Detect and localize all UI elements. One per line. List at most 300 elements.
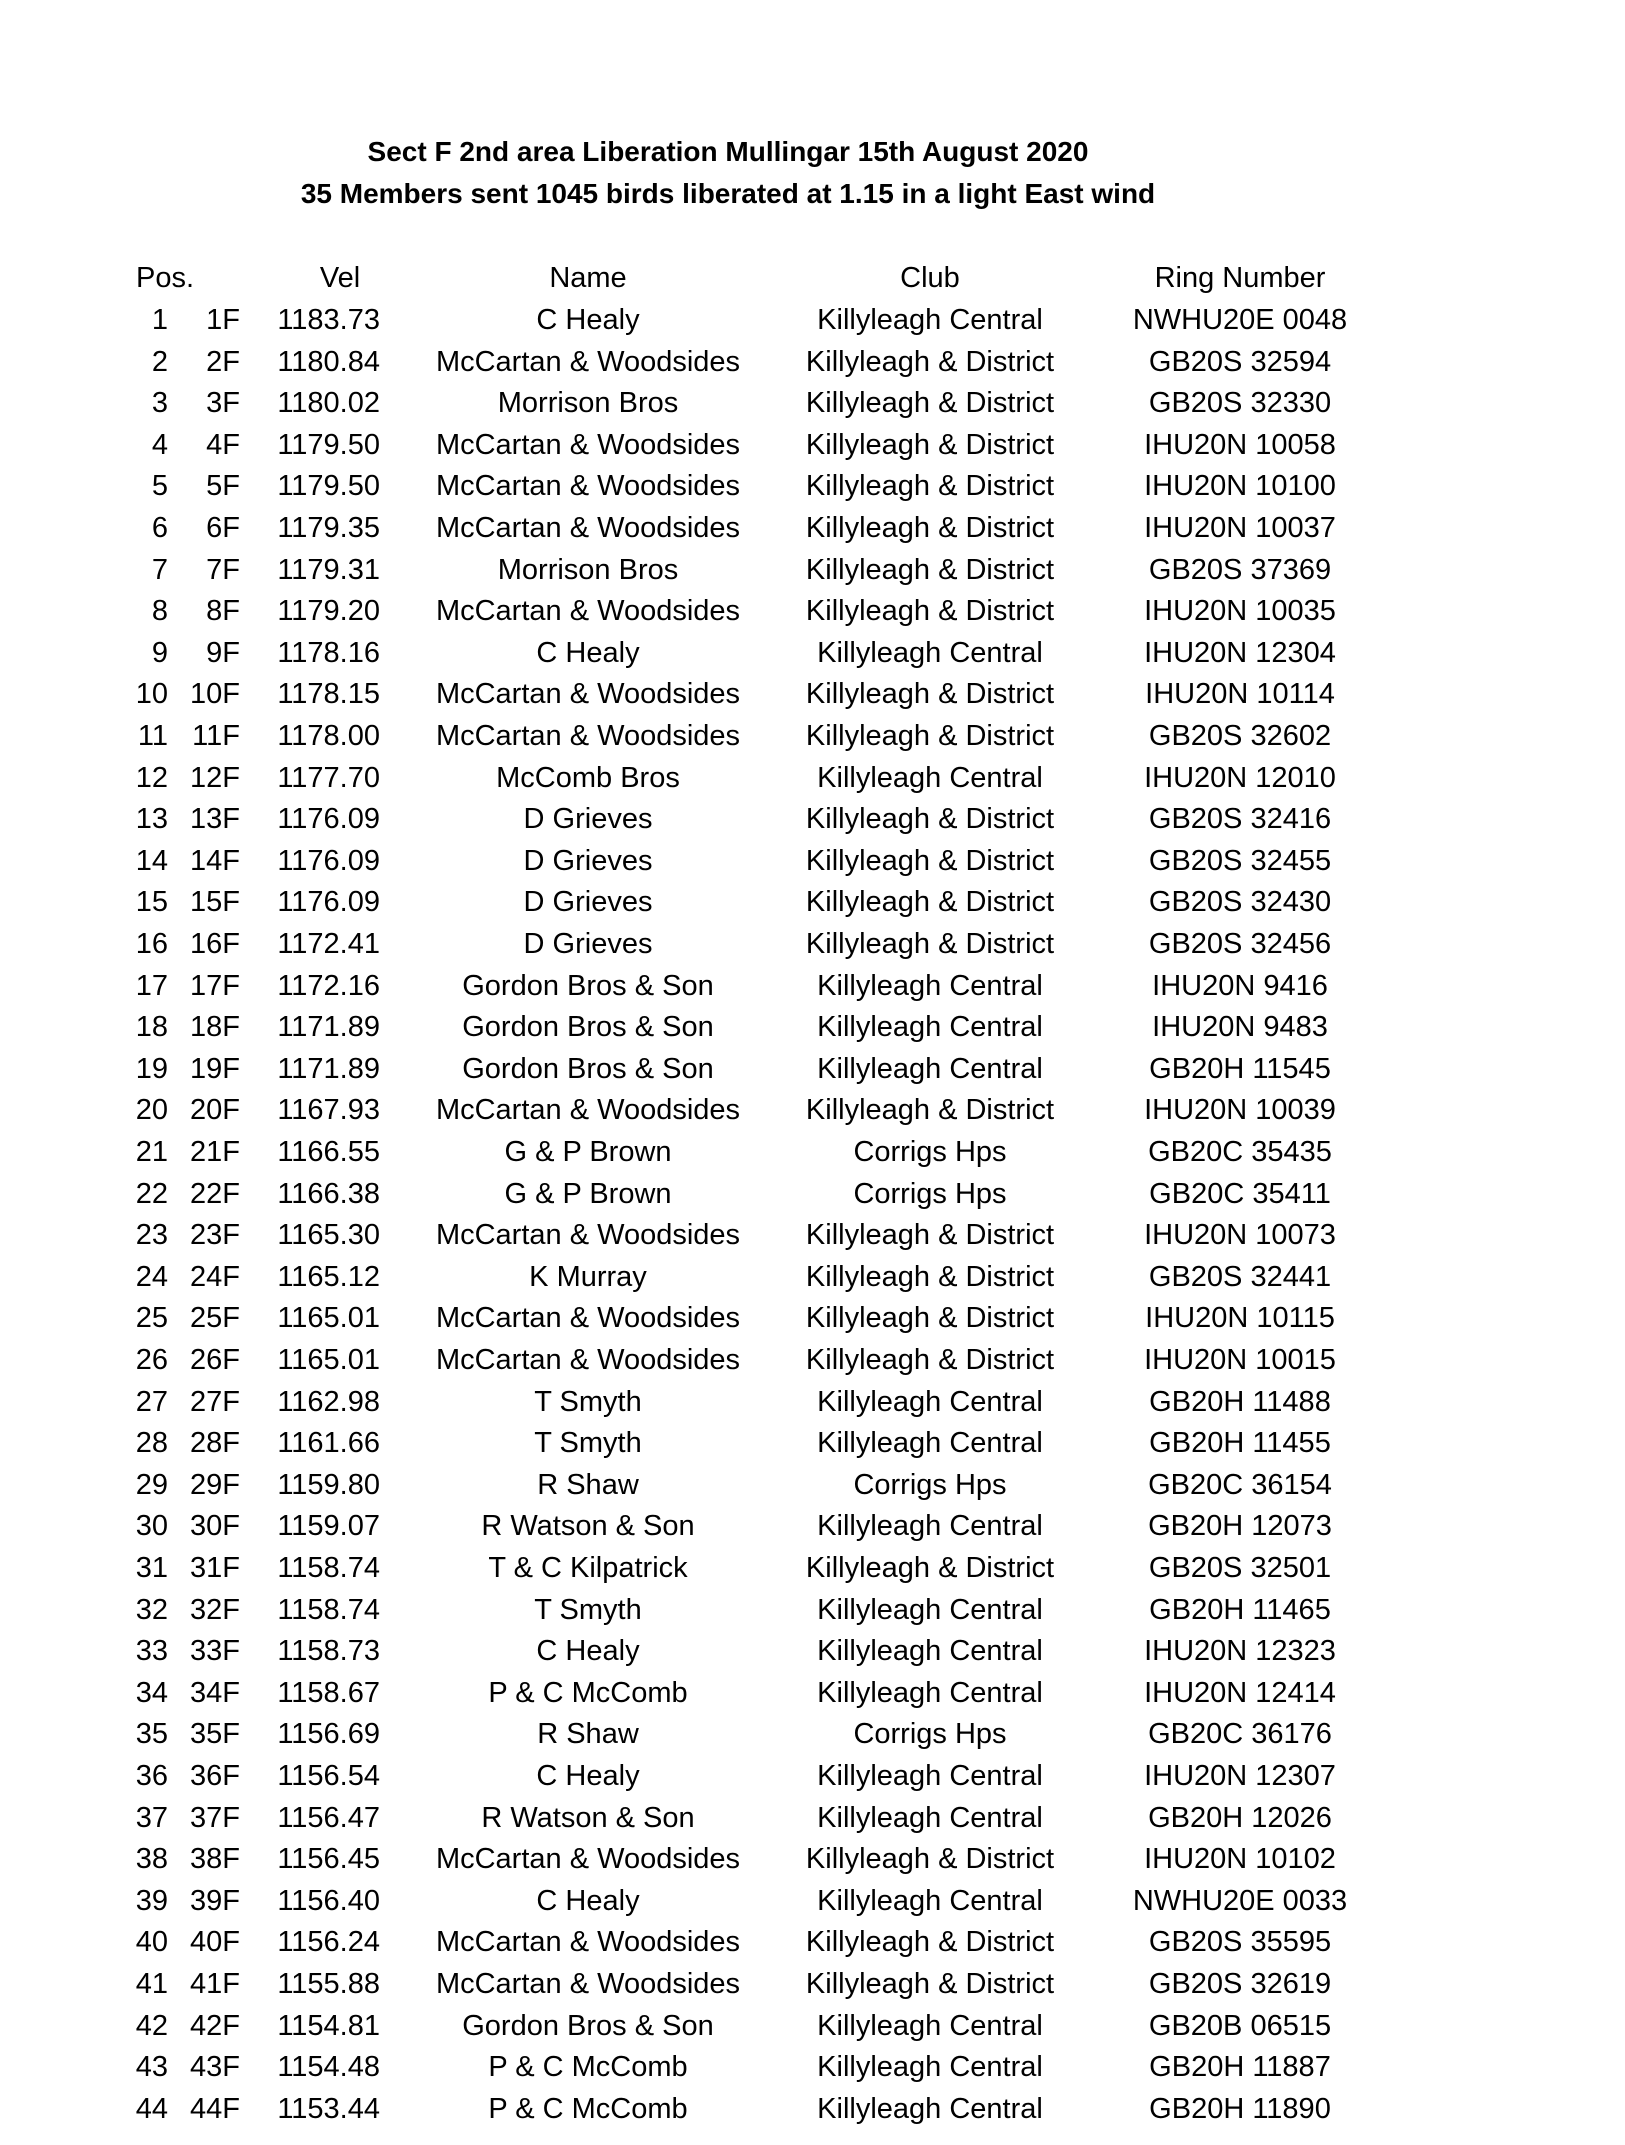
cell-ring-number: NWHU20E 0033 (1132, 1884, 1348, 1917)
cell-name: R Shaw (537, 1468, 639, 1501)
cell-name: McCartan & Woodsides (435, 1926, 741, 1959)
table-row (0, 882, 1625, 924)
cell-section-pos: 35F (190, 1718, 240, 1751)
cell-name: McCartan & Woodsides (435, 1344, 741, 1376)
cell-velocity: 1153.44 (277, 2092, 380, 2125)
cell-name: R Watson & Son (481, 1510, 695, 1543)
cell-velocity: 1166.38 (277, 1177, 380, 1210)
cell-velocity: 1179.20 (277, 595, 380, 628)
cell-club: Killyleagh & District (805, 844, 1055, 877)
cell-velocity: 1158.74 (277, 1593, 380, 1626)
cell-velocity: 1179.35 (277, 512, 380, 544)
table-row (0, 1714, 1625, 1756)
cell-section-pos: 8F (206, 595, 240, 628)
cell-section-pos: 14F (190, 844, 240, 877)
cell-club: Killyleagh & District (805, 428, 1055, 461)
cell-section-pos: 12F (190, 761, 240, 794)
table-row (0, 508, 1625, 550)
cell-section-pos: 7F (206, 553, 240, 586)
cell-ring-number: IHU20N 10035 (1144, 595, 1336, 628)
cell-club: Killyleagh & District (805, 595, 1055, 628)
cell-pos: 18 (135, 1011, 168, 1044)
cell-pos: 2 (151, 345, 168, 378)
table-row (0, 1756, 1625, 1798)
cell-name: R Shaw (537, 1718, 639, 1751)
cell-section-pos: 37F (190, 1801, 240, 1834)
cell-club: Killyleagh Central (817, 1635, 1043, 1668)
cell-ring-number: GB20C 35411 (1149, 1177, 1331, 1210)
table-row (0, 1839, 1625, 1881)
cell-ring-number: GB20C 36154 (1148, 1468, 1332, 1501)
cell-name: McComb Bros (496, 761, 680, 794)
cell-velocity: 1165.01 (277, 1344, 380, 1376)
cell-pos: 14 (135, 844, 168, 877)
cell-club: Killyleagh Central (817, 1427, 1043, 1460)
cell-name: McCartan & Woodsides (435, 345, 741, 378)
cell-section-pos: 32F (190, 1593, 240, 1626)
table-row (0, 550, 1625, 592)
table-row (0, 1465, 1625, 1507)
cell-pos: 21 (135, 1136, 168, 1168)
title-line-2: 35 Members sent 1045 birds liberated at 1.15 in a light East wind (300, 178, 1156, 209)
cell-name: P & C McComb (488, 2051, 688, 2084)
cell-club: Killyleagh & District (805, 1344, 1055, 1376)
cell-name: T Smyth (534, 1427, 642, 1460)
cell-name: McCartan & Woodsides (435, 1302, 741, 1335)
table-row (0, 591, 1625, 633)
cell-ring-number: GB20S 32602 (1148, 720, 1332, 752)
cell-club: Corrigs Hps (853, 1468, 1007, 1501)
table-row (0, 633, 1625, 675)
cell-ring-number: IHU20N 12304 (1144, 636, 1336, 669)
cell-ring-number: IHU20N 10039 (1144, 1094, 1336, 1127)
cell-section-pos: 9F (206, 636, 240, 669)
cell-pos: 22 (135, 1177, 168, 1210)
cell-velocity: 1155.88 (277, 1968, 380, 2000)
cell-ring-number: GB20H 11887 (1149, 2051, 1331, 2084)
cell-velocity: 1179.50 (277, 428, 380, 461)
table-row (0, 1964, 1625, 2006)
cell-club: Killyleagh & District (805, 1926, 1055, 1959)
cell-ring-number: GB20B 06515 (1148, 2009, 1332, 2042)
cell-name: Gordon Bros & Son (462, 1011, 714, 1044)
cell-ring-number: GB20S 32501 (1148, 1552, 1332, 1584)
cell-club: Killyleagh Central (817, 969, 1043, 1002)
table-row (0, 1673, 1625, 1715)
cell-club: Killyleagh & District (805, 678, 1055, 711)
table-row (0, 1215, 1625, 1257)
cell-section-pos: 41F (190, 1968, 240, 2000)
cell-section-pos: 25F (190, 1302, 240, 1335)
cell-pos: 9 (151, 636, 168, 669)
cell-section-pos: 11F (192, 720, 240, 752)
cell-pos: 5 (151, 470, 168, 503)
cell-pos: 26 (135, 1344, 168, 1376)
cell-name: C Healy (536, 636, 640, 669)
cell-velocity: 1177.70 (277, 761, 380, 794)
cell-ring-number: IHU20N 9483 (1152, 1011, 1328, 1044)
cell-pos: 11 (137, 720, 168, 752)
cell-club: Killyleagh Central (817, 761, 1043, 794)
cell-club: Killyleagh Central (817, 2051, 1043, 2084)
cell-velocity: 1179.50 (277, 470, 380, 503)
cell-club: Killyleagh & District (805, 470, 1055, 503)
cell-club: Killyleagh Central (817, 1676, 1043, 1709)
cell-pos: 25 (135, 1302, 168, 1335)
cell-pos: 32 (135, 1593, 168, 1626)
cell-ring-number: IHU20N 10073 (1144, 1219, 1336, 1252)
cell-pos: 38 (135, 1843, 168, 1876)
cell-ring-number: GB20H 12073 (1148, 1510, 1332, 1543)
cell-club: Killyleagh Central (817, 1052, 1043, 1085)
table-row (0, 1506, 1625, 1548)
cell-pos: 36 (135, 1760, 168, 1792)
cell-name: T Smyth (534, 1593, 642, 1626)
table-row (0, 2006, 1625, 2048)
table-row (0, 300, 1625, 342)
cell-velocity: 1178.15 (277, 678, 380, 711)
cell-ring-number: IHU20N 10058 (1144, 428, 1336, 461)
cell-pos: 43 (135, 2051, 168, 2084)
cell-section-pos: 34F (190, 1676, 240, 1709)
cell-pos: 29 (135, 1468, 168, 1501)
cell-ring-number: IHU20N 10100 (1144, 470, 1336, 503)
cell-name: R Watson & Son (481, 1801, 695, 1834)
cell-ring-number: IHU20N 10114 (1145, 678, 1335, 711)
cell-club: Corrigs Hps (853, 1177, 1007, 1210)
cell-name: T Smyth (534, 1385, 642, 1418)
cell-ring-number: IHU20N 12010 (1144, 761, 1336, 794)
cell-pos: 44 (135, 2092, 168, 2125)
cell-pos: 42 (135, 2009, 168, 2042)
cell-name: McCartan & Woodsides (435, 678, 741, 711)
cell-club: Killyleagh & District (805, 1219, 1055, 1252)
cell-section-pos: 21F (190, 1136, 240, 1168)
table-row (0, 383, 1625, 425)
cell-name: D Grieves (523, 886, 653, 919)
cell-name: McCartan & Woodsides (435, 720, 741, 752)
cell-club: Killyleagh & District (805, 345, 1055, 378)
cell-section-pos: 1F (206, 304, 240, 336)
cell-ring-number: GB20S 37369 (1148, 553, 1332, 586)
cell-name: C Healy (536, 1635, 640, 1668)
cell-club: Killyleagh Central (817, 304, 1043, 336)
cell-velocity: 1179.31 (277, 553, 380, 586)
cell-club: Killyleagh & District (805, 553, 1055, 586)
cell-velocity: 1156.69 (277, 1718, 380, 1751)
cell-ring-number: IHU20N 10037 (1144, 512, 1336, 544)
cell-section-pos: 27F (190, 1385, 240, 1418)
cell-pos: 1 (151, 304, 168, 336)
cell-pos: 12 (135, 761, 168, 794)
cell-ring-number: GB20S 32456 (1148, 928, 1332, 960)
cell-club: Killyleagh & District (805, 720, 1055, 752)
cell-pos: 8 (151, 595, 168, 628)
cell-pos: 41 (135, 1968, 168, 2000)
cell-section-pos: 29F (190, 1468, 240, 1501)
cell-name: T & C Kilpatrick (488, 1552, 688, 1584)
table-header-row (0, 258, 1625, 300)
cell-velocity: 1159.07 (277, 1510, 380, 1543)
cell-velocity: 1158.67 (277, 1676, 380, 1709)
table-row (0, 1090, 1625, 1132)
cell-section-pos: 44F (190, 2092, 240, 2125)
cell-ring-number: GB20S 32430 (1148, 886, 1332, 919)
cell-section-pos: 23F (190, 1219, 240, 1252)
table-row (0, 1007, 1625, 1049)
cell-club: Killyleagh Central (817, 1760, 1043, 1792)
cell-ring-number: GB20H 11488 (1149, 1385, 1331, 1418)
header-pos: Pos. (136, 262, 195, 294)
cell-velocity: 1176.09 (277, 844, 380, 877)
cell-club: Killyleagh Central (817, 1884, 1043, 1917)
table-row (0, 1631, 1625, 1673)
header-name: Name (549, 262, 627, 294)
cell-velocity: 1178.00 (277, 720, 380, 752)
cell-section-pos: 36F (190, 1760, 240, 1792)
cell-name: D Grieves (523, 803, 653, 836)
cell-name: McCartan & Woodsides (435, 428, 741, 461)
cell-section-pos: 39F (190, 1884, 240, 1917)
cell-velocity: 1162.98 (277, 1385, 380, 1418)
cell-velocity: 1156.54 (277, 1760, 380, 1792)
table-row (0, 799, 1625, 841)
cell-ring-number: GB20H 11545 (1149, 1052, 1331, 1085)
cell-pos: 40 (135, 1926, 168, 1959)
cell-pos: 24 (135, 1260, 168, 1293)
cell-velocity: 1172.41 (277, 928, 380, 960)
cell-section-pos: 33F (190, 1635, 240, 1668)
cell-velocity: 1156.45 (277, 1843, 380, 1876)
cell-club: Corrigs Hps (853, 1136, 1007, 1168)
cell-name: C Healy (536, 304, 640, 336)
cell-club: Killyleagh & District (805, 886, 1055, 919)
cell-velocity: 1166.55 (277, 1136, 380, 1168)
cell-name: McCartan & Woodsides (435, 1094, 741, 1127)
cell-ring-number: GB20H 12026 (1148, 1801, 1332, 1834)
cell-ring-number: GB20C 35435 (1148, 1136, 1332, 1168)
header-vel: Vel (319, 262, 361, 294)
cell-club: Killyleagh & District (805, 1302, 1055, 1335)
cell-section-pos: 40F (190, 1926, 240, 1959)
cell-velocity: 1156.47 (277, 1801, 380, 1834)
cell-ring-number: IHU20N 12307 (1144, 1760, 1336, 1792)
cell-velocity: 1180.84 (277, 345, 380, 378)
cell-name: D Grieves (523, 844, 653, 877)
table-row (0, 1881, 1625, 1923)
cell-velocity: 1165.30 (277, 1219, 380, 1252)
cell-pos: 27 (135, 1385, 168, 1418)
cell-velocity: 1178.16 (277, 636, 380, 669)
table-row (0, 758, 1625, 800)
cell-name: P & C McComb (488, 1676, 688, 1709)
cell-section-pos: 19F (190, 1052, 240, 1085)
cell-velocity: 1165.12 (277, 1260, 380, 1293)
cell-section-pos: 24F (190, 1260, 240, 1293)
cell-name: Gordon Bros & Son (462, 2009, 714, 2042)
cell-ring-number: GB20S 32594 (1148, 345, 1332, 378)
cell-velocity: 1161.66 (277, 1427, 380, 1460)
cell-velocity: 1171.89 (277, 1052, 380, 1085)
cell-ring-number: IHU20N 10115 (1145, 1302, 1335, 1335)
cell-ring-number: GB20C 36176 (1148, 1718, 1332, 1751)
cell-section-pos: 3F (206, 387, 240, 420)
cell-club: Killyleagh & District (805, 1094, 1055, 1127)
cell-section-pos: 30F (190, 1510, 240, 1543)
table-row (0, 674, 1625, 716)
cell-pos: 4 (151, 428, 168, 461)
table-row (0, 2089, 1625, 2131)
cell-ring-number: GB20S 32619 (1148, 1968, 1332, 2000)
cell-club: Killyleagh Central (817, 1011, 1043, 1044)
cell-ring-number: IHU20N 12323 (1144, 1635, 1336, 1668)
cell-club: Killyleagh & District (805, 387, 1055, 420)
cell-club: Killyleagh Central (817, 1593, 1043, 1626)
table-row (0, 1298, 1625, 1340)
cell-name: McCartan & Woodsides (435, 1219, 741, 1252)
cell-name: C Healy (536, 1760, 640, 1792)
cell-name: McCartan & Woodsides (435, 595, 741, 628)
cell-name: G & P Brown (504, 1136, 672, 1168)
cell-club: Killyleagh & District (805, 1843, 1055, 1876)
cell-section-pos: 38F (190, 1843, 240, 1876)
table-row (0, 1590, 1625, 1632)
cell-club: Killyleagh & District (805, 1552, 1055, 1584)
cell-club: Corrigs Hps (853, 1718, 1007, 1751)
cell-ring-number: GB20S 35595 (1148, 1926, 1332, 1959)
cell-section-pos: 17F (190, 969, 240, 1002)
table-row (0, 1423, 1625, 1465)
cell-pos: 15 (135, 886, 168, 919)
cell-club: Killyleagh Central (817, 1385, 1043, 1418)
cell-pos: 17 (135, 969, 168, 1002)
cell-velocity: 1158.74 (277, 1552, 380, 1584)
cell-ring-number: GB20S 32416 (1148, 803, 1332, 836)
table-row (0, 1798, 1625, 1840)
table-row (0, 1132, 1625, 1174)
cell-pos: 31 (135, 1552, 168, 1584)
cell-section-pos: 6F (206, 512, 240, 544)
table-row (0, 342, 1625, 384)
cell-section-pos: 26F (190, 1344, 240, 1376)
cell-pos: 20 (135, 1094, 168, 1127)
cell-club: Killyleagh & District (805, 512, 1055, 544)
cell-pos: 7 (151, 553, 168, 586)
table-row (0, 1340, 1625, 1382)
cell-section-pos: 4F (206, 428, 240, 461)
cell-pos: 28 (135, 1427, 168, 1460)
header-ring-number: Ring Number (1154, 262, 1326, 294)
cell-ring-number: GB20H 11465 (1149, 1593, 1331, 1626)
cell-pos: 34 (135, 1676, 168, 1709)
cell-velocity: 1180.02 (277, 387, 380, 420)
cell-club: Killyleagh & District (805, 803, 1055, 836)
cell-section-pos: 31F (190, 1552, 240, 1584)
cell-velocity: 1172.16 (277, 969, 380, 1002)
cell-club: Killyleagh & District (805, 928, 1055, 960)
cell-club: Killyleagh & District (805, 1260, 1055, 1293)
cell-ring-number: IHU20N 10102 (1144, 1843, 1336, 1876)
cell-section-pos: 10F (190, 678, 240, 711)
cell-pos: 37 (135, 1801, 168, 1834)
cell-name: C Healy (536, 1884, 640, 1917)
cell-velocity: 1156.24 (277, 1926, 380, 1959)
cell-name: Gordon Bros & Son (462, 969, 714, 1002)
cell-name: Morrison Bros (497, 387, 679, 420)
cell-pos: 39 (135, 1884, 168, 1917)
header-club: Club (900, 262, 960, 294)
cell-club: Killyleagh Central (817, 2009, 1043, 2042)
table-row (0, 1922, 1625, 1964)
cell-section-pos: 15F (190, 886, 240, 919)
cell-club: Killyleagh & District (805, 1968, 1055, 2000)
cell-pos: 3 (151, 387, 168, 420)
cell-section-pos: 22F (190, 1177, 240, 1210)
cell-ring-number: IHU20N 10015 (1144, 1344, 1336, 1376)
cell-section-pos: 18F (190, 1011, 240, 1044)
cell-club: Killyleagh Central (817, 636, 1043, 669)
cell-ring-number: GB20H 11890 (1149, 2092, 1331, 2125)
cell-velocity: 1167.93 (277, 1094, 380, 1127)
cell-velocity: 1171.89 (277, 1011, 380, 1044)
cell-velocity: 1156.40 (277, 1884, 380, 1917)
cell-section-pos: 28F (190, 1427, 240, 1460)
cell-name: McCartan & Woodsides (435, 1843, 741, 1876)
cell-name: McCartan & Woodsides (435, 512, 741, 544)
table-row (0, 1548, 1625, 1590)
cell-velocity: 1158.73 (277, 1635, 380, 1668)
cell-velocity: 1159.80 (277, 1468, 380, 1501)
table-row (0, 1382, 1625, 1424)
cell-name: McCartan & Woodsides (435, 470, 741, 503)
cell-pos: 16 (135, 928, 168, 960)
cell-velocity: 1176.09 (277, 803, 380, 836)
table-row (0, 924, 1625, 966)
cell-club: Killyleagh Central (817, 2092, 1043, 2125)
table-row (0, 466, 1625, 508)
cell-velocity: 1176.09 (277, 886, 380, 919)
cell-name: Morrison Bros (497, 553, 679, 586)
cell-section-pos: 5F (206, 470, 240, 503)
cell-name: K Murray (529, 1260, 647, 1293)
table-row (0, 1049, 1625, 1091)
cell-ring-number: NWHU20E 0048 (1132, 304, 1348, 336)
table-row (0, 841, 1625, 883)
table-row (0, 1257, 1625, 1299)
cell-ring-number: GB20H 11455 (1149, 1427, 1331, 1460)
table-row (0, 1174, 1625, 1216)
title-line-1: Sect F 2nd area Liberation Mullingar 15th August 2020 (367, 136, 1089, 167)
cell-pos: 10 (135, 678, 168, 711)
cell-pos: 33 (135, 1635, 168, 1668)
cell-pos: 23 (135, 1219, 168, 1252)
cell-pos: 19 (135, 1052, 168, 1085)
cell-club: Killyleagh Central (817, 1801, 1043, 1834)
cell-velocity: 1183.73 (277, 304, 380, 336)
cell-velocity: 1165.01 (277, 1302, 380, 1335)
cell-section-pos: 16F (190, 928, 240, 960)
cell-name: McCartan & Woodsides (435, 1968, 741, 2000)
cell-ring-number: GB20S 32441 (1148, 1260, 1332, 1293)
cell-pos: 13 (135, 803, 168, 836)
cell-pos: 30 (135, 1510, 168, 1543)
cell-pos: 35 (135, 1718, 168, 1751)
cell-name: P & C McComb (488, 2092, 688, 2125)
table-row (0, 425, 1625, 467)
cell-ring-number: GB20S 32330 (1148, 387, 1332, 420)
cell-section-pos: 13F (190, 803, 240, 836)
cell-name: D Grieves (523, 928, 653, 960)
